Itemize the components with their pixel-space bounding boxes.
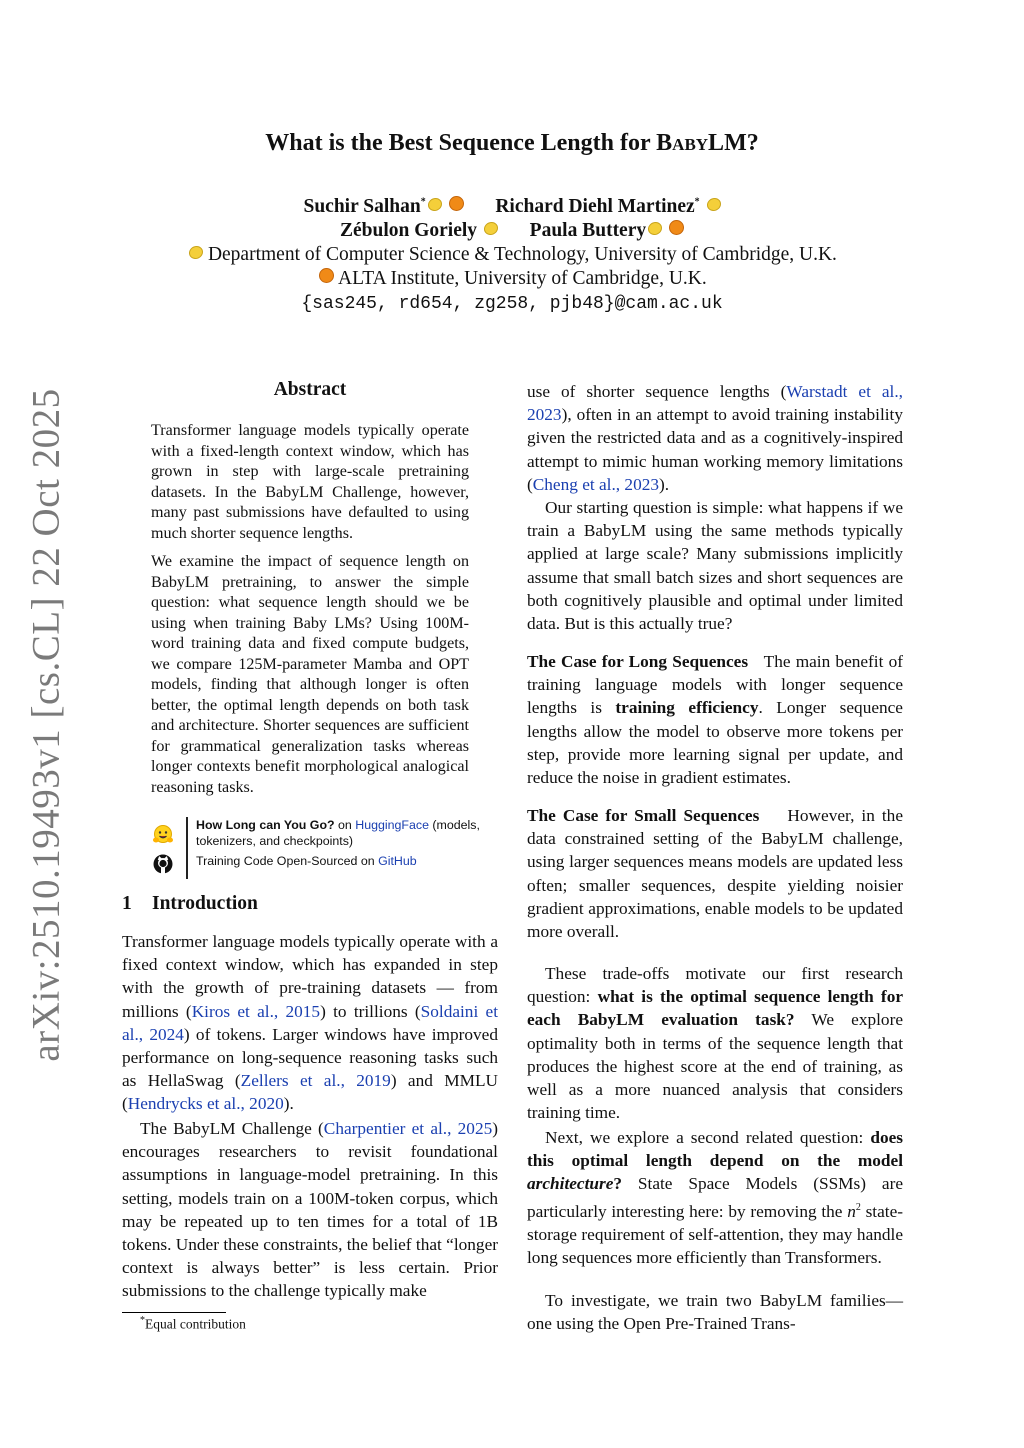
section-number: 1 [122,893,132,914]
citation-link[interactable]: Kiros et al., 2015 [191,1001,321,1021]
affiliation-text: Department of Computer Science & Technology, University of Cambridge, U.K. [207,244,837,265]
section-heading-introduction [122,893,258,915]
links-divider [186,817,188,879]
huggingface-link-row [196,818,506,849]
citation-link[interactable]: Soldaini et al., 2024 [122,1001,498,1044]
lemon-icon [707,198,721,211]
author-line-1 [0,196,1024,218]
gh-text: Training Code Open-Sourced on [196,854,379,868]
huggingface-icon [152,824,174,846]
citation-link[interactable]: Zellers et al., 2019 [240,1071,391,1091]
arxiv-stamp: arXiv:2510.19493v1 [cs.CL] 22 Oct 2025 [24,388,68,1062]
author-emails: {sas245, rd654, zg258, pjb48}@cam.ac.uk [301,294,723,314]
hf-title: How Long can You Go? [196,818,335,832]
paragraph-heading: The Case for Small Sequences [527,806,760,825]
section-title: Introduction [152,893,258,914]
citation-link[interactable]: Charpentier et al., 2025 [323,1119,493,1138]
abstract-paragraph-1: Transformer language models typically operate with a fixed-length context window, which has grown in step with large-scale pretraining datasets. In the BabyLM Challenge, however, many past submissions have defaulted to using much shorter sequence lengths. [151,422,469,542]
author-name: Zébulon Goriely [339,220,478,241]
lemon-icon [484,222,498,235]
hf-description: (models, tokenizers, and checkpoints) [196,818,480,848]
paragraph-heading: The Case for Long Sequences [527,652,749,671]
author-name: Suchir Salhan [303,196,421,217]
title-prefix: What is the Best Sequence Length for [265,130,657,156]
citation-link[interactable]: Cheng et al., 2023 [532,474,659,494]
right-paragraph-5: To investigate, we train two BabyLM families—one using the Open Pre-Trained Trans- [527,1291,903,1334]
citation-link[interactable]: Hendrycks et al., 2020 [127,1094,284,1114]
author-name: Richard Diehl Martinez [495,196,695,217]
hf-on: on [334,818,356,832]
right-paragraph-3: These trade-offs motivate our first research question: what is the optimal sequence length for each BabyLM evaluation task? We explore optimality both in terms of the sequence length that produces the highest score at the end of training, as well as a more nuanced analysis that considers training time. [527,964,904,1123]
orange-icon [319,268,334,283]
right-paragraph-4: Next, we explore a second related question: does this optimal length depend on the model architecture? State Space Models (SSMs) are particularly interesting here: by removing the $n^2$ state-storage requirement of self-attention, they may handle long sequences more efficiently than Transformers. [527,1128,903,1267]
github-link[interactable]: GitHub [378,854,417,868]
huggingface-link[interactable]: HuggingFace [355,818,429,832]
orange-icon [669,220,684,235]
affiliation-2 [0,268,1024,290]
equal-contribution-mark: * [694,196,700,208]
abstract-heading: Abstract [273,379,347,400]
title-suffix: ? [746,130,759,156]
intro-paragraph-2: The BabyLM Challenge (Charpentier et al., 2025) encourages researchers to revisit foundational assumptions in language-model pretraining. In this setting, models train on a 100M-token corpus, which may be repeated up to ten times for a total of 1B tokens. Under these constraints, the belief that “longer context is always better” is less certain. Prior submissions to the challenge typically make [122,1119,498,1301]
right-paragraph-2: Our starting question is simple: what happens if we train a BabyLM using the same methods typically applied at large scale? Many submissions implicitly assume that small batch sizes and short sequences are both cognitively plausible and optimal under limited data. But is this actually true? [527,498,903,634]
lemon-icon [648,222,662,235]
equal-contribution-mark: * [420,196,426,208]
lemon-icon [428,198,442,211]
footnote: *Equal contribution [140,1315,246,1332]
author-line-2 [0,220,1024,242]
orange-icon [449,196,464,211]
paragraph-small-sequences: The Case for Small Sequences However, in the data constrained setting of the BabyLM challenge, using larger sequences means models are updated less often; smaller sequences, despite yielding noisier gradient approximations, enable models to be updated more overall. [527,806,903,942]
author-name: Paula Buttery [529,220,647,241]
affiliation-1 [0,244,1024,266]
footnote-rule [122,1312,226,1313]
citation-link[interactable]: Warstadt et al., 2023 [527,382,903,425]
abstract-paragraph-2: We examine the impact of sequence length on BabyLM pretraining, to answer the simple question: what sequence length should we be using when training Baby LMs? Using 100M-word training data and fixed compute budgets, we compare 125M-parameter Mamba and OPT models, finding that although longer is often better, the optimal length depends on both task and architecture. Shorter sequences are sufficient for grammatical generalization tasks whereas longer contexts benefit morphological analogical reasoning tasks. [151,553,469,796]
lemon-icon [189,246,203,259]
intro-paragraph-1: Transformer language models typically operate with a fixed context window, which has expanded in step with the growth of pre-training datasets — from millions (Kiros et al., 2015) to trillions (Soldaini et al., 2024) of tokens. Larger windows have improved performance on long-sequence reasoning tasks such as HellaSwag (Zellers et al., 2019) and MMLU (Hendrycks et al., 2020). [122,932,498,1114]
title-babylm: BabyLM [656,130,747,156]
paragraph-long-sequences: The Case for Long Sequences The main benefit of training language models with longer sequence lengths is training efficiency. Longer sequence lengths allow the model to observe more tokens per step, provide more learning signal per update, and reduce the noise in gradient estimates. [527,652,903,788]
github-icon [152,853,174,875]
right-paragraph-1: use of shorter sequence lengths (Warstadt et al., 2023), often in an attempt to avoid training instability given the restricted data and as a cognitively-inspired attempt to mimic human working memory limitations (Cheng et al., 2023). [527,382,903,494]
affiliation-text: ALTA Institute, University of Cambridge, U.K. [338,268,707,289]
paper-title [0,130,1024,157]
github-link-row [196,854,506,870]
